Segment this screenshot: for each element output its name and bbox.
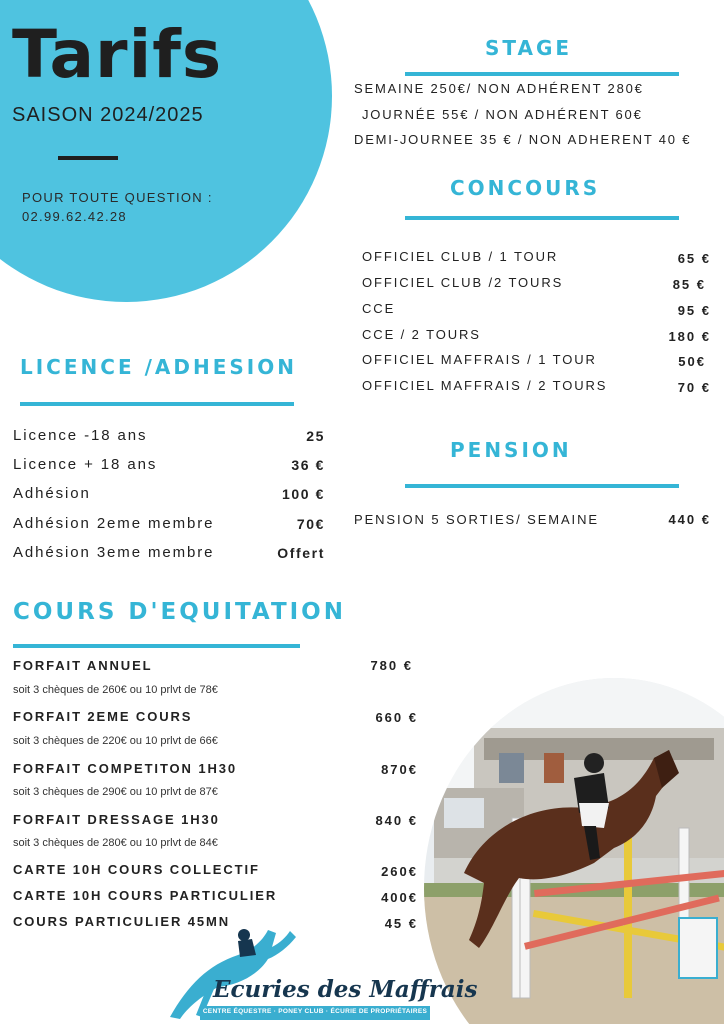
concours-row-price: 180 € [668,329,711,344]
contact-block [22,188,213,226]
licence-row-price: 70€ [296,516,325,532]
licence-rule [20,402,294,406]
licence-row-label: Licence + 18 ans [13,456,158,473]
stage-line-week: SEMAINE 250€/ NON ADHÉRENT 280€ [354,81,644,96]
cours-row-price: 260€ [381,864,418,879]
pension-price: 440 € [668,512,711,527]
pension-heading: PENSION [450,438,572,462]
cours-row-label: FORFAIT ANNUEL [13,658,153,673]
cours-row-price: 660 € [375,710,418,725]
concours-row-price: 65 € [677,251,711,266]
cours-row-payment: soit 3 chèques de 260€ ou 10 prlvt de 78€ [13,684,218,696]
stage-line-day: JOURNÉE 55€ / NON ADHÉRENT 60€ [362,107,643,122]
cours-row-price: 45 € [384,916,418,931]
licence-row-price: 100 € [281,486,325,502]
cours-row-price: 840 € [375,813,418,828]
cours-row-payment: soit 3 chèques de 280€ ou 10 prlvt de 84€ [13,837,218,849]
cours-row-price: 400€ [381,890,418,905]
cours-rule [13,644,300,648]
cours-row-payment: soit 3 chèques de 290€ ou 10 prlvt de 87€ [13,786,218,798]
concours-row-label: OFFICIEL CLUB / 1 TOUR [362,249,559,264]
pension-label: PENSION 5 SORTIES/ SEMAINE [354,512,599,527]
cours-row-label: CARTE 10H COURS PARTICULIER [13,888,278,903]
cours-row-label: COURS PARTICULIER 45MN [13,914,231,929]
phone-number: 02.99.62.42.28 [22,209,127,224]
licence-row-price: 25 [306,428,325,444]
page-title: Tarifs [12,16,223,93]
concours-heading: CONCOURS [450,176,601,200]
concours-row-price: 85 € [672,277,706,292]
cours-heading: COURS D'EQUITATION [13,599,346,625]
cours-row-label: CARTE 10H COURS COLLECTIF [13,862,260,877]
show-jumping-photo [424,678,724,1024]
cours-row-price: 780 € [370,658,413,673]
concours-row-label: CCE / 2 TOURS [362,327,481,342]
licence-row-price: Offert [277,545,325,561]
season-label: SAISON 2024/2025 [12,104,204,126]
concours-row-price: 50€ [678,354,706,369]
licence-row-label: Adhésion 3eme membre [13,544,215,561]
stage-line-halfday: DEMI-JOURNEE 35 € / NON ADHERENT 40 € [354,132,692,147]
concours-row-label: CCE [362,301,396,316]
cours-row-payment: soit 3 chèques de 220€ ou 10 prlvt de 66€ [13,735,218,747]
concours-row-label: OFFICIEL MAFFRAIS / 2 TOURS [362,378,608,393]
licence-row-label: Adhésion [13,485,91,502]
licence-row-price: 36 € [291,457,325,473]
concours-row-price: 95 € [677,303,711,318]
stage-rule [405,72,679,76]
pension-rule [405,484,679,488]
stage-heading: STAGE [485,36,573,60]
cours-row-label: FORFAIT 2EME COURS [13,709,193,724]
concours-row-price: 70 € [677,380,711,395]
cours-row-label: FORFAIT COMPETITON 1H30 [13,761,238,776]
brand-name: Ecuries des Maffrais [213,976,478,1003]
concours-rule [405,216,679,220]
brand-tagline: CENTRE ÉQUESTRE · PONEY CLUB · ÉCURIE DE PROPRIÉTAIRES [202,1008,428,1015]
licence-heading: LICENCE /ADHESION [20,355,297,379]
show-jumping-illustration [424,678,724,1024]
concours-row-label: OFFICIEL MAFFRAIS / 1 TOUR [362,352,597,367]
concours-row-label: OFFICIEL CLUB /2 TOURS [362,275,564,290]
licence-row-label: Adhésion 2eme membre [13,515,215,532]
question-label: POUR TOUTE QUESTION : [22,190,213,205]
licence-row-label: Licence -18 ans [13,427,148,444]
title-divider [58,156,118,160]
cours-row-price: 870€ [381,762,418,777]
cours-row-label: FORFAIT DRESSAGE 1H30 [13,812,220,827]
